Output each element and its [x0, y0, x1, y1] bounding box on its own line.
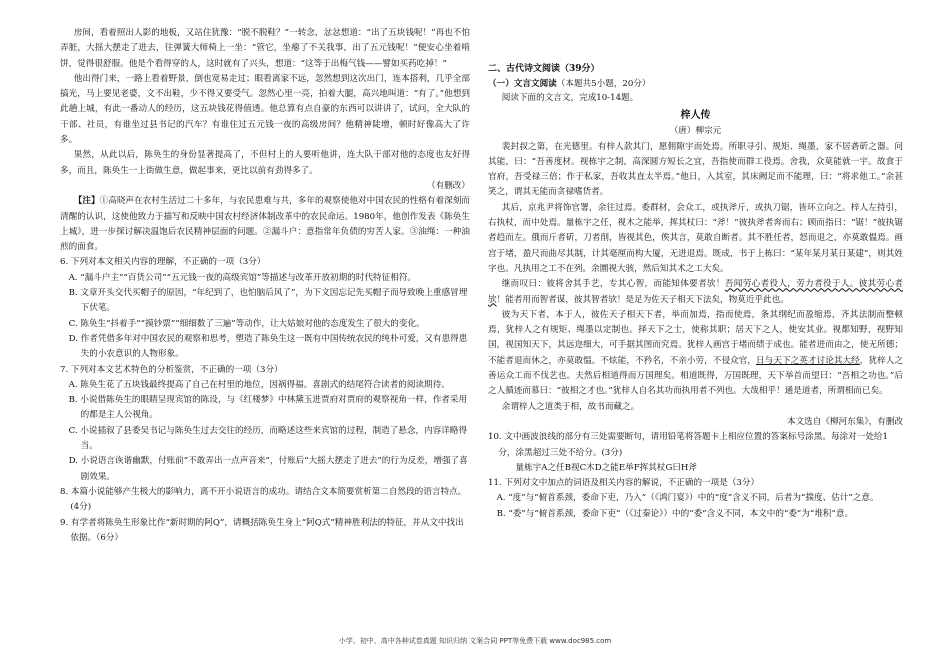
left-column	[60, 26, 470, 546]
page-footer: 小学、初中、高中各种试卷真题 知识归纳 文案合同 PPT等免费下载 www.doc985.com	[338, 637, 612, 645]
reading-instruction: 阅读下面的文言文，完成10-14题。	[501, 93, 639, 103]
question-6-option-d: D. 作者凭借多年对中国农民的观察和思考，塑造了陈奂生这一既有中国传统农民的纯朴可爱，又有患得患失的小农意识的人物形象。	[68, 333, 468, 360]
question-9: 9. 有学者将陈奂生形象比作“新时期的阿Q”，请概括陈奂生身上“阿Q式”精神胜利法的特征，并从文中找出依据。（6分）	[60, 517, 464, 543]
story-paragraph-2: 他出得门来，一路上看着野景，倒也宽易走过；眼看离家不远，忽然想到这次出门，连本搭利，几乎全部搞光，马上要见老婆，文不出鞋，少不得又要受气。忽然心里一亮，拍着大腿，高兴地叫道：“有了。”他想到此趟上城，有此一番动人的经历，这五块钱花得值透。他总算有点自豪的东西可以讲讲了，试问，全大队的干部、社员，有谁坐过县书记的汽车？有谁住过五元钱一夜的高级房间？他精神陡增，顿时好像高大了许多。	[60, 73, 470, 146]
question-11-option-a: A. “度”与“俯首系颈，委命下吏，乃入”（《鸿门宴》）中的“度”含义不同，后者为“揣度、估计”之意。	[496, 493, 879, 504]
section-heading: 二、古代诗文阅读（39分）	[488, 64, 600, 74]
question-6-option-a: A. “漏斗户主”“百货公司”“五元钱一夜的高级宾馆”等描述与改革开放初期的时代特征相符。	[68, 272, 417, 283]
story-source: （有删改）	[427, 180, 470, 191]
passage-author: （唐）柳宗元	[669, 126, 722, 137]
passage-4-start: 彼为天下者，本于人，彼佐天子相天下者，举而加焉，指而使焉，条其纲纪而盈缩焉，齐其法制而整顿焉，犹梓人之有规矩、绳墨以定制也。择天下之士，使称其职；居天下之人，使安其业。视都知野，视野知国，视国知天下，其远迩细大，可手据其图而究焉。犹梓人画宫于堵而绩于成也。能者进而由之，使无所德；不能者退而休之，亦莫敢愠。不炫能，不矜名，不亲小劳，不侵众官，	[488, 309, 903, 366]
question-10: 10. 文中画波浪线的部分有三处需要断句，请用铅笔将答题卡上相应位置的答案标号涂黑。每涂对一处给1分，涂黑超过三处不给分。(3分)	[488, 432, 888, 458]
passage-4-end: ，犹梓人之善运众工而不伐艺也。夫然后相道得而万国理矣。相道既得，万国既理，天下举首而望曰：“吾相之功也。”后之人循迹而慕曰：“彼相之才也。”犹梓人自名其功而执用者不列也。大哉相乎！通是道者，所谓相而已矣。	[488, 355, 903, 397]
subsection-heading	[488, 77, 903, 91]
passage-paragraph-3	[488, 277, 903, 308]
question-6-option-c: C. 陈奂生“抖着手”“摸钞票”“细细数了三遍”等动作，让大姑娘对他的态度发生了很大的变化。	[68, 318, 425, 329]
question-6: 6. 下列对本文相关内容的理解，不正确的一项（3分）	[60, 257, 266, 268]
question-7-option-b: B. 小说借陈奂生的眼睛呈现宾馆的陈设，与《红楼梦》中林黛玉进贾府对贾府的观察视角一样，作者采用的都是主人公视角。	[68, 395, 468, 421]
question-7-option-a: A. 陈奂生花了五块钱最终提高了自己在村里的地位，因祸得福。喜剧式的结尾符合读者的阅读期待。	[68, 379, 450, 390]
passage-title: 梓人传	[680, 110, 711, 122]
note-label: 【注】	[73, 196, 100, 207]
passage-paragraph-4	[488, 308, 903, 400]
story-paragraph-3: 果然，从此以后，陈奂生的身份显著提高了，不但村上的人要听他讲，连大队干部对他的态度也友好得多，而且，陈奂生一上街做生意，做起事来，更比以前有劲得多了。	[60, 150, 470, 176]
passage-paragraph-1: 裴封叔之第，在光德里。有梓人款其门，愿佣隙宇而处焉。所职寻引、规矩、绳墨，家不居砻斫之器。问其能，曰：“吾善度材。视栋宇之制，高深圆方短长之宜，吾指使而群工役焉。舍我，众莫能就一宇。故食于官府，吾受禄三倍；作于私家，吾收其直太半焉。”他日，入其室，其床阙足而不能理，曰：“将求他工。”余甚笑之，谓其无能而贪禄嗜货者。	[488, 141, 903, 198]
question-7-option-d: D. 小说语言诙谐幽默，付账前“不敢弄出一点声音来”，付账后“大摇大摆走了进去”的行为反差，增强了喜剧效果。	[68, 456, 468, 482]
wavy-underlined-text: 吾闻劳心者役人，劳力者役于人。彼其劳心者欤	[488, 279, 903, 305]
passage-source: 本文选自《柳河东集》，有删改	[786, 416, 903, 427]
passage-paragraph-5: 余谓梓人之道类于相，故书而藏之。	[501, 401, 640, 412]
subsection-note: （本题共5小题，20分）	[556, 79, 651, 89]
right-column	[488, 62, 903, 522]
note-text: ①高晓声在农村生活过二十多年，与农民患难与共，多年的观察使他对中国农民的性格有着深刻而清醒的认识，这使他致力于描写和反映中国农村经济体制改革中的农民命运。1980年，他创作发表《陈奂生上城》，进一步探讨解决温饱后农民精神层面的问题。②漏斗户：意指常年负债的穷苦人家。③油绳：一种油煎的面食。	[60, 196, 470, 253]
underlined-text: 日与天下之英才讨论其大经	[756, 355, 860, 366]
question-10-answer-boxes: 量栋宇A之任B视C木D之能E举F挥其杖G曰H斧	[515, 462, 698, 473]
passage-3-end: ！能者用而智者谋，彼其智者欤！是足为佐天子相天下法矣，物莫近乎此也。	[496, 294, 789, 305]
story-paragraph-1: 房间，看着照出人影的地板，又站住犹豫：“脱不脱鞋？”一转念，忿忿想道：“出了五块钱呢！”再也不怕弄脏，大摇大摆走了进去，往弹簧大师椅上一坐：“管它，坐瘪了不关我事，出了五元钱呢！”便安心坐着啃饼，觉得很舒服。他是个看得穿的人，这时就有了兴头，想道：“这等于出梅气钱——譬如买药吃掉！”	[60, 28, 470, 69]
question-7: 7. 下列对本文艺术特色的分析鉴赏，不正确的一项（3分）	[60, 364, 283, 375]
question-11: 11. 下列对文中加点的词语及相关内容的解说，不正确的一项是（3分）	[488, 478, 760, 489]
question-6-option-b: B. 文章开头交代买帽子的原因，“年纪到了，也怕脑后风了”，为下文因忘记先买帽子而导致晚上重感冒埋下伏笔。	[68, 288, 468, 314]
passage-3-start: 继而叹曰：彼将舍其手艺，专其心智，而能知体要者欤！	[501, 279, 725, 290]
question-8: 8. 本篇小说能够产生极大的影响力，离不开小说语言的成功。请结合文本简要赏析第二自然段的语言特点。(4分)	[60, 486, 467, 513]
question-7-option-c: C. 小说插叙了县委吴书记与陈奂生过去交往的经历，而略述这些来宾馆的过程，制造了悬念，内容详略得当。	[68, 425, 468, 452]
question-11-option-b: B. “委”与“俯首系颈，委命下吏”（《过秦论》）中的“委”含义不同，本文中的“委”为“堆积”意。	[496, 508, 854, 519]
subsection-label: （一）文言文阅读	[488, 79, 557, 89]
story-note	[60, 194, 470, 255]
passage-paragraph-2: 其后，京兆尹将饰官署，余往过焉。委群材，会众工，或执斧斤，或执刀锯，皆环立向之。梓人左持引，右执杖，而中处焉。量栋宇之任，视木之能举，挥其杖曰：“斧！”彼执斧者奔而右；顾而指曰：“锯！”彼执锯者趋而左。俄而斤者斫，刀者削，皆视其色，俟其言，莫敢自断者。其不胜任者，怒而退之，亦莫敢愠焉。画宫于堵，盈尺而曲尽其制，计其毫厘而构大厦，无进退焉。既成，书于上栋曰：“某年某月某日某建”，则其姓字也。凡执用之工不在列。余圜视大骇，然后知其术之工大矣。	[488, 202, 903, 274]
